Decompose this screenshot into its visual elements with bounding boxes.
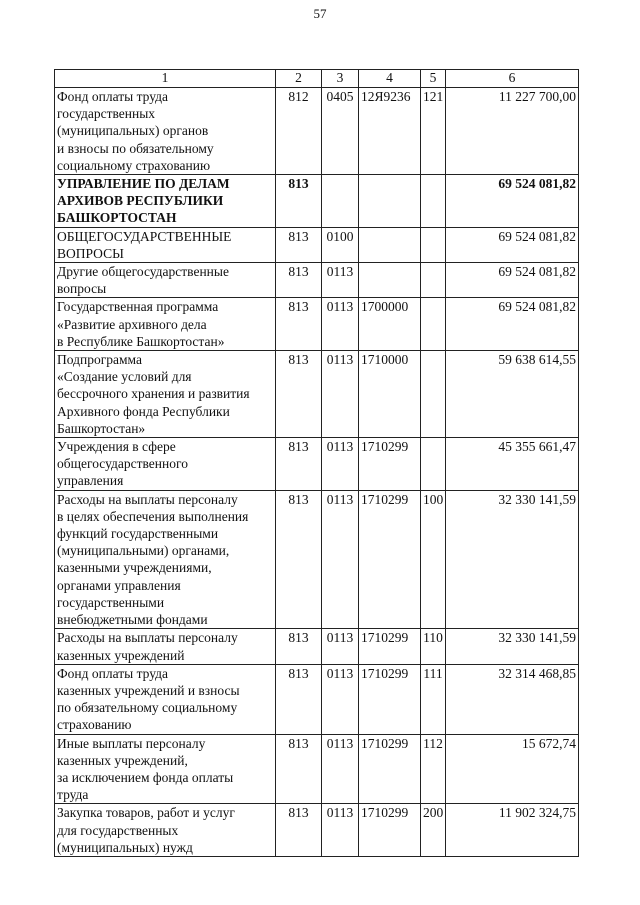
cell-name-line: общегосударственного <box>57 456 188 472</box>
cell-expense-type <box>421 227 446 262</box>
cell-name-line: Расходы на выплаты персоналу <box>57 491 238 507</box>
cell-amount: 69 524 081,82 <box>446 175 579 228</box>
cell-name <box>55 263 276 298</box>
cell-department-code: 813 <box>276 263 322 298</box>
table-row <box>55 175 579 228</box>
cell-name-line: труда <box>57 787 89 803</box>
cell-expense-type <box>421 263 446 298</box>
cell-name <box>55 298 276 351</box>
cell-name <box>55 629 276 664</box>
table-row <box>55 263 579 298</box>
cell-section-code <box>322 175 359 228</box>
cell-name-line: социальному страхованию <box>57 157 211 173</box>
cell-name-line: функций государственными <box>57 526 219 542</box>
cell-target-article <box>359 227 421 262</box>
budget-table <box>54 69 579 857</box>
cell-amount: 32 330 141,59 <box>446 490 579 629</box>
cell-expense-type: 121 <box>421 88 446 175</box>
cell-expense-type <box>421 351 446 438</box>
cell-name-line: Другие общегосударственные <box>57 264 229 280</box>
cell-name-line: ВОПРОСЫ <box>57 245 124 261</box>
cell-name <box>55 734 276 804</box>
cell-name-line: казенных учреждений и взносы <box>57 682 240 698</box>
header-col-5: 5 <box>421 70 446 88</box>
table-row <box>55 227 579 262</box>
table-row <box>55 629 579 664</box>
cell-name-line: бессрочного хранения и развития <box>57 386 250 402</box>
cell-name <box>55 351 276 438</box>
cell-department-code: 813 <box>276 227 322 262</box>
cell-expense-type: 112 <box>421 734 446 804</box>
cell-amount: 11 902 324,75 <box>446 804 579 857</box>
cell-expense-type: 111 <box>421 664 446 734</box>
cell-department-code: 813 <box>276 804 322 857</box>
cell-target-article: 1710299 <box>359 804 421 857</box>
header-col-4: 4 <box>359 70 421 88</box>
header-col-6: 6 <box>446 70 579 88</box>
cell-name-line: Расходы на выплаты персоналу <box>57 630 238 646</box>
cell-target-article <box>359 175 421 228</box>
cell-name-line: БАШКОРТОСТАН <box>57 210 177 226</box>
cell-name <box>55 175 276 228</box>
cell-amount: 59 638 614,55 <box>446 351 579 438</box>
cell-expense-type: 110 <box>421 629 446 664</box>
cell-name-line: Башкортостан» <box>57 420 146 436</box>
table-row <box>55 734 579 804</box>
cell-amount: 32 314 468,85 <box>446 664 579 734</box>
cell-name-line: в целях обеспечения выполнения <box>57 508 249 524</box>
cell-section-code: 0113 <box>322 734 359 804</box>
table-header-row <box>55 70 579 88</box>
cell-amount: 45 355 661,47 <box>446 438 579 491</box>
cell-amount: 69 524 081,82 <box>446 263 579 298</box>
cell-name-line: Подпрограмма <box>57 352 142 368</box>
table-row <box>55 804 579 857</box>
cell-department-code: 813 <box>276 490 322 629</box>
cell-name-line: в Республике Башкортостан» <box>57 333 225 349</box>
cell-name-line: управления <box>57 473 124 489</box>
header-col-3: 3 <box>322 70 359 88</box>
cell-name-line: АРХИВОВ РЕСПУБЛИКИ <box>57 193 224 209</box>
cell-name-line: вопросы <box>57 281 107 297</box>
cell-target-article: 1710299 <box>359 490 421 629</box>
cell-section-code: 0113 <box>322 629 359 664</box>
cell-section-code: 0405 <box>322 88 359 175</box>
cell-name-line: казенных учреждений <box>57 647 185 663</box>
cell-section-code: 0100 <box>322 227 359 262</box>
header-col-2: 2 <box>276 70 322 88</box>
cell-amount: 32 330 141,59 <box>446 629 579 664</box>
cell-target-article: 1710299 <box>359 438 421 491</box>
cell-department-code: 813 <box>276 629 322 664</box>
table-row <box>55 351 579 438</box>
header-col-1: 1 <box>55 70 276 88</box>
cell-amount: 11 227 700,00 <box>446 88 579 175</box>
cell-target-article: 1710299 <box>359 629 421 664</box>
cell-name-line: по обязательному социальному <box>57 700 238 716</box>
cell-department-code: 813 <box>276 298 322 351</box>
cell-name-line: (муниципальными) органами, <box>57 543 230 559</box>
cell-name-line: (муниципальных) органов <box>57 123 209 139</box>
cell-name-line: государственных <box>57 106 156 122</box>
cell-name <box>55 664 276 734</box>
cell-name-line: за исключением фонда оплаты <box>57 769 234 785</box>
table-row <box>55 438 579 491</box>
cell-target-article: 12Я9236 <box>359 88 421 175</box>
table-row <box>55 88 579 175</box>
cell-amount: 69 524 081,82 <box>446 227 579 262</box>
cell-expense-type: 100 <box>421 490 446 629</box>
cell-section-code: 0113 <box>322 804 359 857</box>
cell-name-line: государственными <box>57 594 165 610</box>
cell-name-line: казенных учреждений, <box>57 752 188 768</box>
cell-name-line: Иные выплаты персоналу <box>57 735 206 751</box>
cell-name-line: «Развитие архивного дела <box>57 316 207 332</box>
cell-name-line: для государственных <box>57 822 179 838</box>
cell-department-code: 813 <box>276 438 322 491</box>
cell-target-article: 1710299 <box>359 734 421 804</box>
cell-name <box>55 490 276 629</box>
cell-name-line: «Создание условий для <box>57 369 192 385</box>
cell-section-code: 0113 <box>322 438 359 491</box>
table-row <box>55 664 579 734</box>
cell-amount: 15 672,74 <box>446 734 579 804</box>
table-row <box>55 298 579 351</box>
cell-target-article: 1700000 <box>359 298 421 351</box>
cell-name-line: Учреждения в сфере <box>57 439 176 455</box>
cell-name <box>55 227 276 262</box>
cell-department-code: 813 <box>276 351 322 438</box>
cell-section-code: 0113 <box>322 490 359 629</box>
cell-name-line: страхованию <box>57 717 132 733</box>
cell-name-line: Архивного фонда Республики <box>57 403 230 419</box>
cell-department-code: 813 <box>276 664 322 734</box>
cell-name <box>55 88 276 175</box>
cell-target-article <box>359 263 421 298</box>
cell-name-line: Фонд оплаты труда <box>57 89 168 104</box>
cell-expense-type <box>421 438 446 491</box>
cell-name-line: (муниципальных) нужд <box>57 839 193 855</box>
cell-name-line: Фонд оплаты труда <box>57 665 168 681</box>
cell-expense-type <box>421 298 446 351</box>
cell-expense-type <box>421 175 446 228</box>
cell-name <box>55 438 276 491</box>
cell-section-code: 0113 <box>322 351 359 438</box>
cell-amount: 69 524 081,82 <box>446 298 579 351</box>
cell-name-line: органами управления <box>57 577 181 593</box>
table-body <box>55 88 579 857</box>
cell-name-line: казенными учреждениями, <box>57 560 212 576</box>
cell-department-code: 813 <box>276 175 322 228</box>
cell-name-line: УПРАВЛЕНИЕ ПО ДЕЛАМ <box>57 176 230 192</box>
cell-expense-type: 200 <box>421 804 446 857</box>
cell-target-article: 1710000 <box>359 351 421 438</box>
cell-name-line: внебюджетными фондами <box>57 612 208 628</box>
cell-department-code: 812 <box>276 88 322 175</box>
cell-name-line: ОБЩЕГОСУДАРСТВЕННЫЕ <box>57 228 232 244</box>
cell-name <box>55 804 276 857</box>
cell-name-line: Государственная программа <box>57 299 219 315</box>
cell-target-article: 1710299 <box>359 664 421 734</box>
cell-name-line: Закупка товаров, работ и услуг <box>57 805 235 821</box>
cell-department-code: 813 <box>276 734 322 804</box>
cell-section-code: 0113 <box>322 263 359 298</box>
cell-section-code: 0113 <box>322 664 359 734</box>
table-row <box>55 490 579 629</box>
cell-section-code: 0113 <box>322 298 359 351</box>
page-number: 57 <box>313 6 327 21</box>
cell-name-line: и взносы по обязательному <box>57 140 214 156</box>
